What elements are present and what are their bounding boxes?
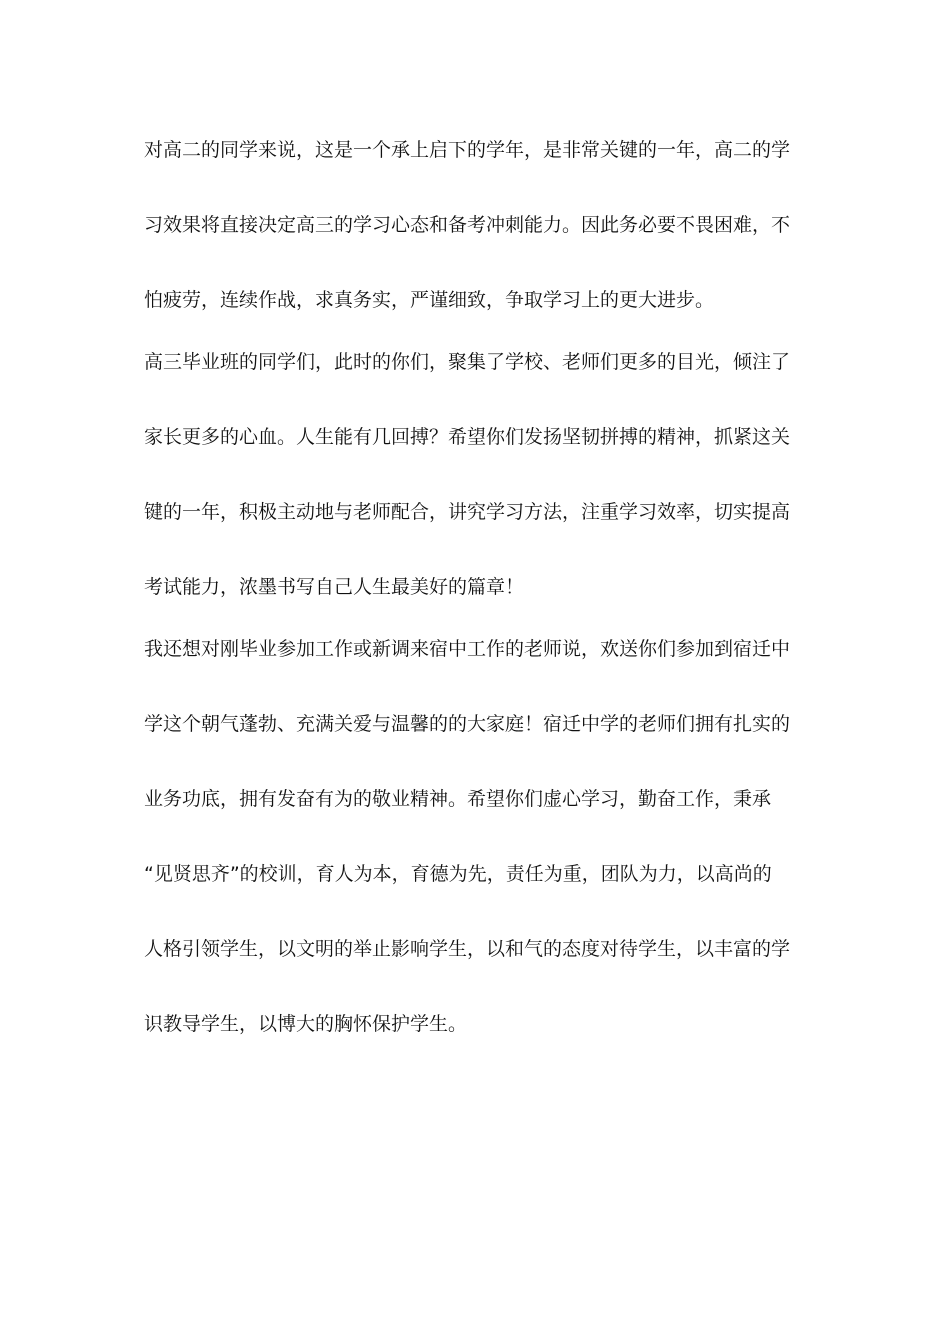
text-line: 人格引领学生，以文明的举止影响学生，以和气的态度对待学生，以丰富的学 (144, 938, 791, 960)
text-line: 业务功底，拥有发奋有为的敬业精神。希望你们虚心学习，勤奋工作，秉承 (144, 788, 772, 810)
text-line: 识教导学生，以博大的胸怀保护学生。 (144, 1013, 468, 1035)
text-line: 对高二的同学来说，这是一个承上启下的学年，是非常关键的一年，高二的学 (144, 139, 791, 161)
text-line: 高三毕业班的同学们，此时的你们，聚集了学校、老师们更多的目光，倾注了 (144, 351, 791, 373)
text-line: “见贤思齐”的校训，育人为本，育德为先，责任为重，团队为力，以高尚的 (144, 863, 772, 885)
text-line: 家长更多的心血。人生能有几回搏？希望你们发扬坚韧拼搏的精神，抓紧这关 (144, 426, 791, 448)
text-line: 键的一年，积极主动地与老师配合，讲究学习方法，注重学习效率，切实提高 (144, 501, 791, 523)
text-line: 我还想对刚毕业参加工作或新调来宿中工作的老师说，欢送你们参加到宿迁中 (144, 638, 791, 660)
text-line: 习效果将直接决定高三的学习心态和备考冲刺能力。因此务必要不畏困难，不 (144, 214, 791, 236)
text-line: 考试能力，浓墨书写自己人生最美好的篇章！ (144, 576, 525, 598)
text-line: 怕疲劳，连续作战，求真务实，严谨细致，争取学习上的更大进步。 (144, 289, 715, 311)
text-line: 学这个朝气蓬勃、充满关爱与温馨的的大家庭！宿迁中学的老师们拥有扎实的 (144, 713, 791, 735)
